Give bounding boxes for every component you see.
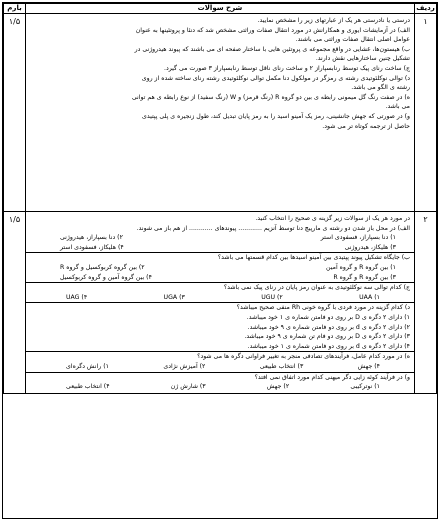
question-1-body	[26, 14, 415, 212]
q2f-option-4[interactable]: ۴) انتخاب طبیعی	[66, 383, 110, 391]
q2f-stem: و) در فرآیند کوئه زایی دگر میهنی کدام مورد اتفاق نمی افتد؟	[254, 373, 410, 381]
question-1-row	[4, 14, 437, 212]
questions-header: شرح سوالات	[26, 4, 415, 14]
q2b-stem: ب) جایگاه تشکیل پیوند پپتیدی بین آمینو اسیدها بین کدام قسمتها می باشد؟	[217, 254, 410, 262]
q1-line: حاصل از ترجمه کوتاه تر می شود.	[322, 122, 410, 130]
q1-line: و) در صورتی که جهش جانشینی، رمز یک آمینو اسید را به رمز پایان تبدیل کند، طول زنجیره ی پلی پپتیدی	[142, 112, 410, 120]
q2d-stem: د) کدام گزینه در مورد فردی با گروه خونی Rh منفی صحیح میباشد؟	[236, 304, 410, 312]
q2a-option-1[interactable]: ۱) دنا بسپاراز، فسفودی استر	[320, 234, 396, 242]
q1-line: می باشد.	[385, 103, 410, 111]
q2f-option-3[interactable]: ۳) شارش ژن	[170, 383, 206, 391]
q1-line: ب) هیستون‌ها، غشایی در واقع مجموعه ی پروتئین هایی با ساختار صفحه ای می باشند که پیوند هیدروژنی در	[134, 45, 410, 53]
q2e-stem: ه) در مورد کدام عامل، فرآیندهای تصادفی منجر به تغییر فراوانی دگره ها می شود؟	[197, 353, 410, 361]
q2d-block	[26, 302, 414, 351]
q1-line: رشته ی الگو می باشد.	[351, 84, 410, 92]
q2f-option-1[interactable]: ۱) نوترکیبی	[350, 383, 380, 391]
q2a-options-row1	[30, 233, 410, 243]
q1-line: ه) در صفت رنگ گل میمونی رابطه ی بین دو گروه R (رنگ قرمز) و W (رنگ سفید) از نوع رابطه ی هم توانی	[131, 93, 410, 101]
q2c-options	[30, 293, 410, 303]
q2b-block	[26, 252, 414, 282]
exam-table	[3, 3, 437, 394]
q2b-option-1[interactable]: ۱) بین گروه R و گروه آمین	[326, 263, 396, 271]
q1-line: درستی یا نادرستی هر یک از عبارتهای زیر را مشخص نمایید.	[257, 17, 410, 24]
q2e-option-1[interactable]: ۱) رانش دگره‌ای	[66, 362, 109, 370]
header-row	[4, 4, 437, 14]
q2e-option-2[interactable]: ۲) آمیزش نژادی	[163, 362, 206, 370]
q2c-block	[26, 282, 414, 302]
score-header: بارم	[4, 4, 26, 14]
q2c-option-3[interactable]: UGA (۳	[163, 293, 185, 301]
q2e-option-4[interactable]: ۴) جهش	[357, 362, 380, 370]
q2c-option-4[interactable]: UAG (۴	[66, 293, 88, 301]
q2e-option-3[interactable]: ۳) انتخاب طبیعی	[259, 362, 304, 370]
q2b-option-2[interactable]: ۲) بین گروه کربوکسیل و گروه R	[60, 263, 145, 271]
q2f-block	[26, 372, 414, 392]
row-header: ردیف	[416, 4, 435, 12]
q2d-option-4[interactable]: ۴) دارای ۲ دگره ی d بر روی دو فامتن شماره ی ۱ خود میباشد.	[247, 342, 410, 350]
q2c-option-2[interactable]: UGU (۲	[261, 293, 283, 301]
q1-line: ج) ساخت رنای پیک توسط رنابسپاراز ۲ و ساخت رنای ناقل توسط رنابسپاراز ۳ صورت می گیرد.	[164, 64, 410, 72]
q2d-option-1[interactable]: ۱) دارای ۲ دگره ی D بر روی دو فامتن شماره ی ۱ خود میباشد.	[246, 313, 410, 321]
q2e-block	[26, 351, 414, 371]
question-2-number: ۲	[415, 212, 437, 394]
q2a-option-3[interactable]: ۳) هلیکاز، هیدروژنی	[344, 243, 396, 251]
q2c-option-1[interactable]: UAA (۱	[359, 293, 380, 301]
question-2-row	[4, 212, 437, 394]
question-1-score: ۱/۵	[4, 14, 26, 212]
q2a-stem: الف) در محل باز شدن دو رشته ی مارپیچ دنا توسط آنزیم ............ پیوندهای ............ از هم باز می شوند.	[136, 224, 410, 232]
q2f-option-2[interactable]: ۲) جهش	[266, 383, 290, 391]
q2b-option-3[interactable]: ۳) بین گروه R و گروه R	[333, 273, 396, 281]
q2f-options	[30, 382, 410, 392]
q2c-stem: ج) کدام توالی سه نوکلئوتیدی به عنوان رمز پایان در رنای پیک نمی باشد؟	[223, 284, 410, 292]
q2a-option-4[interactable]: ۴) هلیکاز، فسفودی استر	[60, 243, 124, 251]
exam-sheet	[2, 2, 438, 519]
question-1-number: ۱	[415, 14, 437, 212]
q2e-options	[30, 362, 410, 372]
q1-line: عوامل اصلی انتقال صفات وراثتی می باشند.	[295, 36, 410, 44]
q2a-options-row2	[30, 243, 410, 253]
q1-line: الف) در آزمایشات ایوری و همکارانش در مورد انتقال صفات وراثتی مشخص شد که دنئا و پروتئینها به عنوان	[135, 26, 410, 34]
question-2-score: ۱/۵	[4, 212, 26, 394]
q2b-options-row2	[30, 273, 410, 283]
q2a-option-2[interactable]: ۲) دنا بسپاراز، هیدروژنی	[60, 234, 123, 242]
question-2-body	[26, 212, 415, 394]
q2-intro: در مورد هر یک از سوالات زیر گزینه ی صحیح را انتخاب کنید.	[255, 215, 410, 222]
q2b-options-row1	[30, 263, 410, 273]
q1-line: تشکیل چنین ساختارهایی نقش دارند.	[315, 55, 410, 63]
q2d-option-3[interactable]: ۳) دارای ۲ دگره ی D بر روی دو فام تن شماره ی ۹ خود میباشد.	[244, 333, 410, 341]
q2b-option-4[interactable]: ۴) بین گروه آمین و گروه کربوکسیل	[60, 273, 152, 281]
q1-line: د) توالی نوکلئوتیدی رشته ی رمزگر در مولکول دنا مکمل توالی نوکلئوتیدی رشته رنای ساخته شده از روی	[141, 74, 410, 82]
q2d-option-2[interactable]: ۲) دارای ۲ دگره ی d بر روی دو فامتن شماره ی ۹ خود میباشد.	[247, 323, 410, 331]
